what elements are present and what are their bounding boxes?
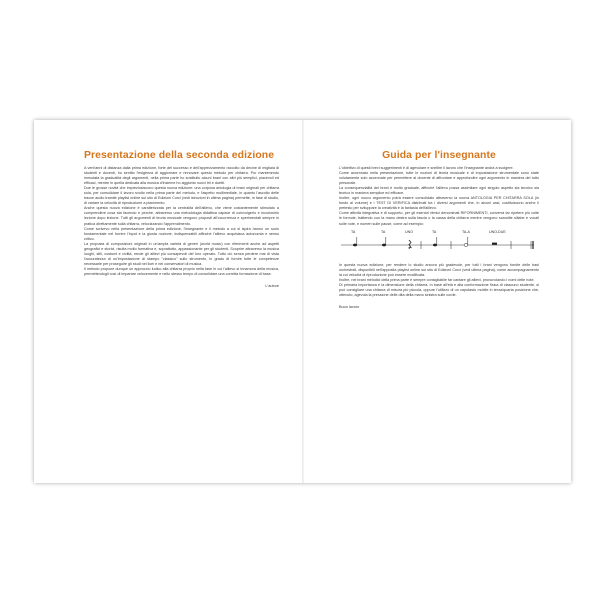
paragraph: In questa nuova edizione, per rendere lo studio ancora più gradevole, per tutti i brani vengono fornite delle basi orchestrali, disponibili nell'apposita playlist online sul sito di Edizioni Curci (vedi ultima pagina), come accompagnamento la cui velocità di riproduzione può essere modificata. [339, 262, 539, 277]
paragraph: L'obiettivo di questi brevi suggerimenti è di agevolare e snellire il lavoro che l'insegnante andrà a svolgere. [339, 166, 514, 170]
book-gutter [302, 120, 304, 483]
rhythm-staff [339, 230, 539, 260]
paragraph: Come scrivevo nella presentazione della prima edizione, l'insegnante e il metodo a cui si ispira hanno un ruolo fondamentale nel fornire l'input e la giusta nozione, indispensabili affinché l'allievo acquisisca autonomia e senso critico. [84, 226, 279, 241]
quarter-note-icon [353, 237, 357, 246]
rhythm-syllable: UNO [405, 229, 413, 234]
quarter-rest-icon [409, 240, 411, 249]
paragraph: La consequenzialità dei brani è molto graduale, affinché l'allievo possa assimilare ogni singolo aspetto sia tecnico sia teorico in maniera semplice ed efficace. [339, 186, 539, 196]
paragraph: A vent'anni di distanza dalla prima edizione, forte del successo e dell'apprezzamento raccolto da decine di migliaia di studenti e docenti, ho sentito l'esigenza di aggiornare e rinnovare questo metodo per chitarra. Pur mantenendo immutata la gradualità degli argomenti, nella prima parte ho sostituito alcuni brani con altri più semplici, piacevoli ed efficaci, mentre in quella dedicata alla musica d'insieme ho aggiunto nuovi trii e duetti. [84, 166, 279, 186]
paragraph: Come accennato nella presentazione, tutte le nozioni di teoria musicale e di impostazione strumentale sono state volutamente solo accennate per permettere al docente di affrontare e approfondire ogni argomento in maniera del tutto personale. [339, 171, 539, 186]
right-page-body [339, 166, 539, 298]
left-signature: L'autore [265, 284, 279, 289]
right-page-title: Guida per l'insegnante [382, 150, 496, 161]
rhythm-syllable: UNO-DUE [489, 229, 506, 234]
rhythm-syllable: TA-A [462, 229, 470, 234]
paragraph: Anche questa nuova edizione è caratterizzata per la centralità dell'allievo, che viene costantemente stimolato a comprendere cosa sta facendo e perché, attraverso una metodologia didattica capace di coinvolgerlo e incuriosirlo lezione dopo lezione. Tutti gli argomenti di teoria musicale vengono proposti all'occorrenza e sperimentati sempre in pratica direttamente sulla chitarra, velocizzando l'apprendimento. [84, 206, 279, 226]
paragraph: Il metodo propone dunque un approccio ludico alla chitarra proprio nella fase in cui l'allievo si innamora della musica, permettendogli così di imparare velocemente e nello stesso tempo di consolidare una corretta formazione di base. [84, 266, 279, 276]
paragraph: Due le grosse novità che impreziosiscono questa nuova edizione: una corposa antologia di brani originali per chitarra sola, per consolidare il lavoro svolto nella prima parte del metodo, e l'aspetto multimediale, in quanto l'ascolto delle tracce audio tramite playlist online sul sito di Edizioni Curci (vedi istruzioni in ultima pagina) permette, in fase di studio, di variare la velocità di riproduzione a piacimento. [84, 186, 279, 206]
paragraph: Inoltre, nei brani melodici della prima parte è sempre consigliabile far cantare gli allievi, pronunciando i nomi delle note. [339, 277, 535, 282]
paragraph: Di primaria importanza è la dimensione della chitarra. In base all'età e alla conformazione fisica di ciascuno studente, si può consigliare una chitarra di misura più piccola, oppure l'utilizzo di un capotasto mobile in terza/quarta posizione che, ottenuto, agevola la pressione delle dita della mano sinistra sulle corde. [339, 282, 539, 297]
quarter-note-icon [433, 237, 437, 246]
right-page [339, 150, 539, 309]
left-page-body [84, 166, 279, 277]
rhythm-syllable: TA [381, 229, 386, 234]
quarter-note-icon [382, 237, 386, 246]
paragraph: Come attività integrativa e di supporto, per gli esercizi ritmici denominati RIFORNIMENTI, converrà far ripetere più volte le formule, battendo con la mano destra sulla fascia o la cassa della chitarra mentre vengono scandite sillabe e vocali sulle note, e numeri sulle pause, come ad esempio: [339, 211, 539, 226]
rhythm-example [339, 230, 539, 260]
left-page [84, 150, 279, 288]
half-rest-icon [492, 242, 497, 244]
paragraph: Inoltre, ogni nuovo argomento potrà essere consolidato attraverso la nuova ANTOLOGIA PER CHITARRA SOLA (in fondo al volume) e i TEST DI VERIFICA distribuiti tra i diversi argomenti che, in alcuni casi, costituiscono anche il pretesto per sviluppare la creatività e la fantasia dell'allievo. [339, 196, 539, 211]
rhythm-syllable: TA [432, 229, 437, 234]
rhythm-syllable: TA [351, 229, 356, 234]
paragraph: La proposta di composizioni originali in un'ampia varietà di generi (world music) con riferimenti anche ad aspetti geografici e storici, risulta molto formativa e, soprattutto, appassionante per gli studenti. Scoprire attraverso la musica luoghi, stili, costumi e civiltà, rende gli allievi più consapevoli del loro operato. Tutto ciò senza perdere mai di vista l'accuratezza di un'impostazione di stampo "classico" sullo strumento, in grado di fornire tutte le competenze necessarie per proseguire gli studi nei licei e nei conservatori di musica. [84, 241, 279, 266]
book-spread [34, 120, 571, 483]
right-signature: Buon lavoro [339, 304, 360, 309]
half-note-icon [464, 237, 468, 246]
left-page-title: Presentazione della seconda edizione [84, 150, 275, 161]
